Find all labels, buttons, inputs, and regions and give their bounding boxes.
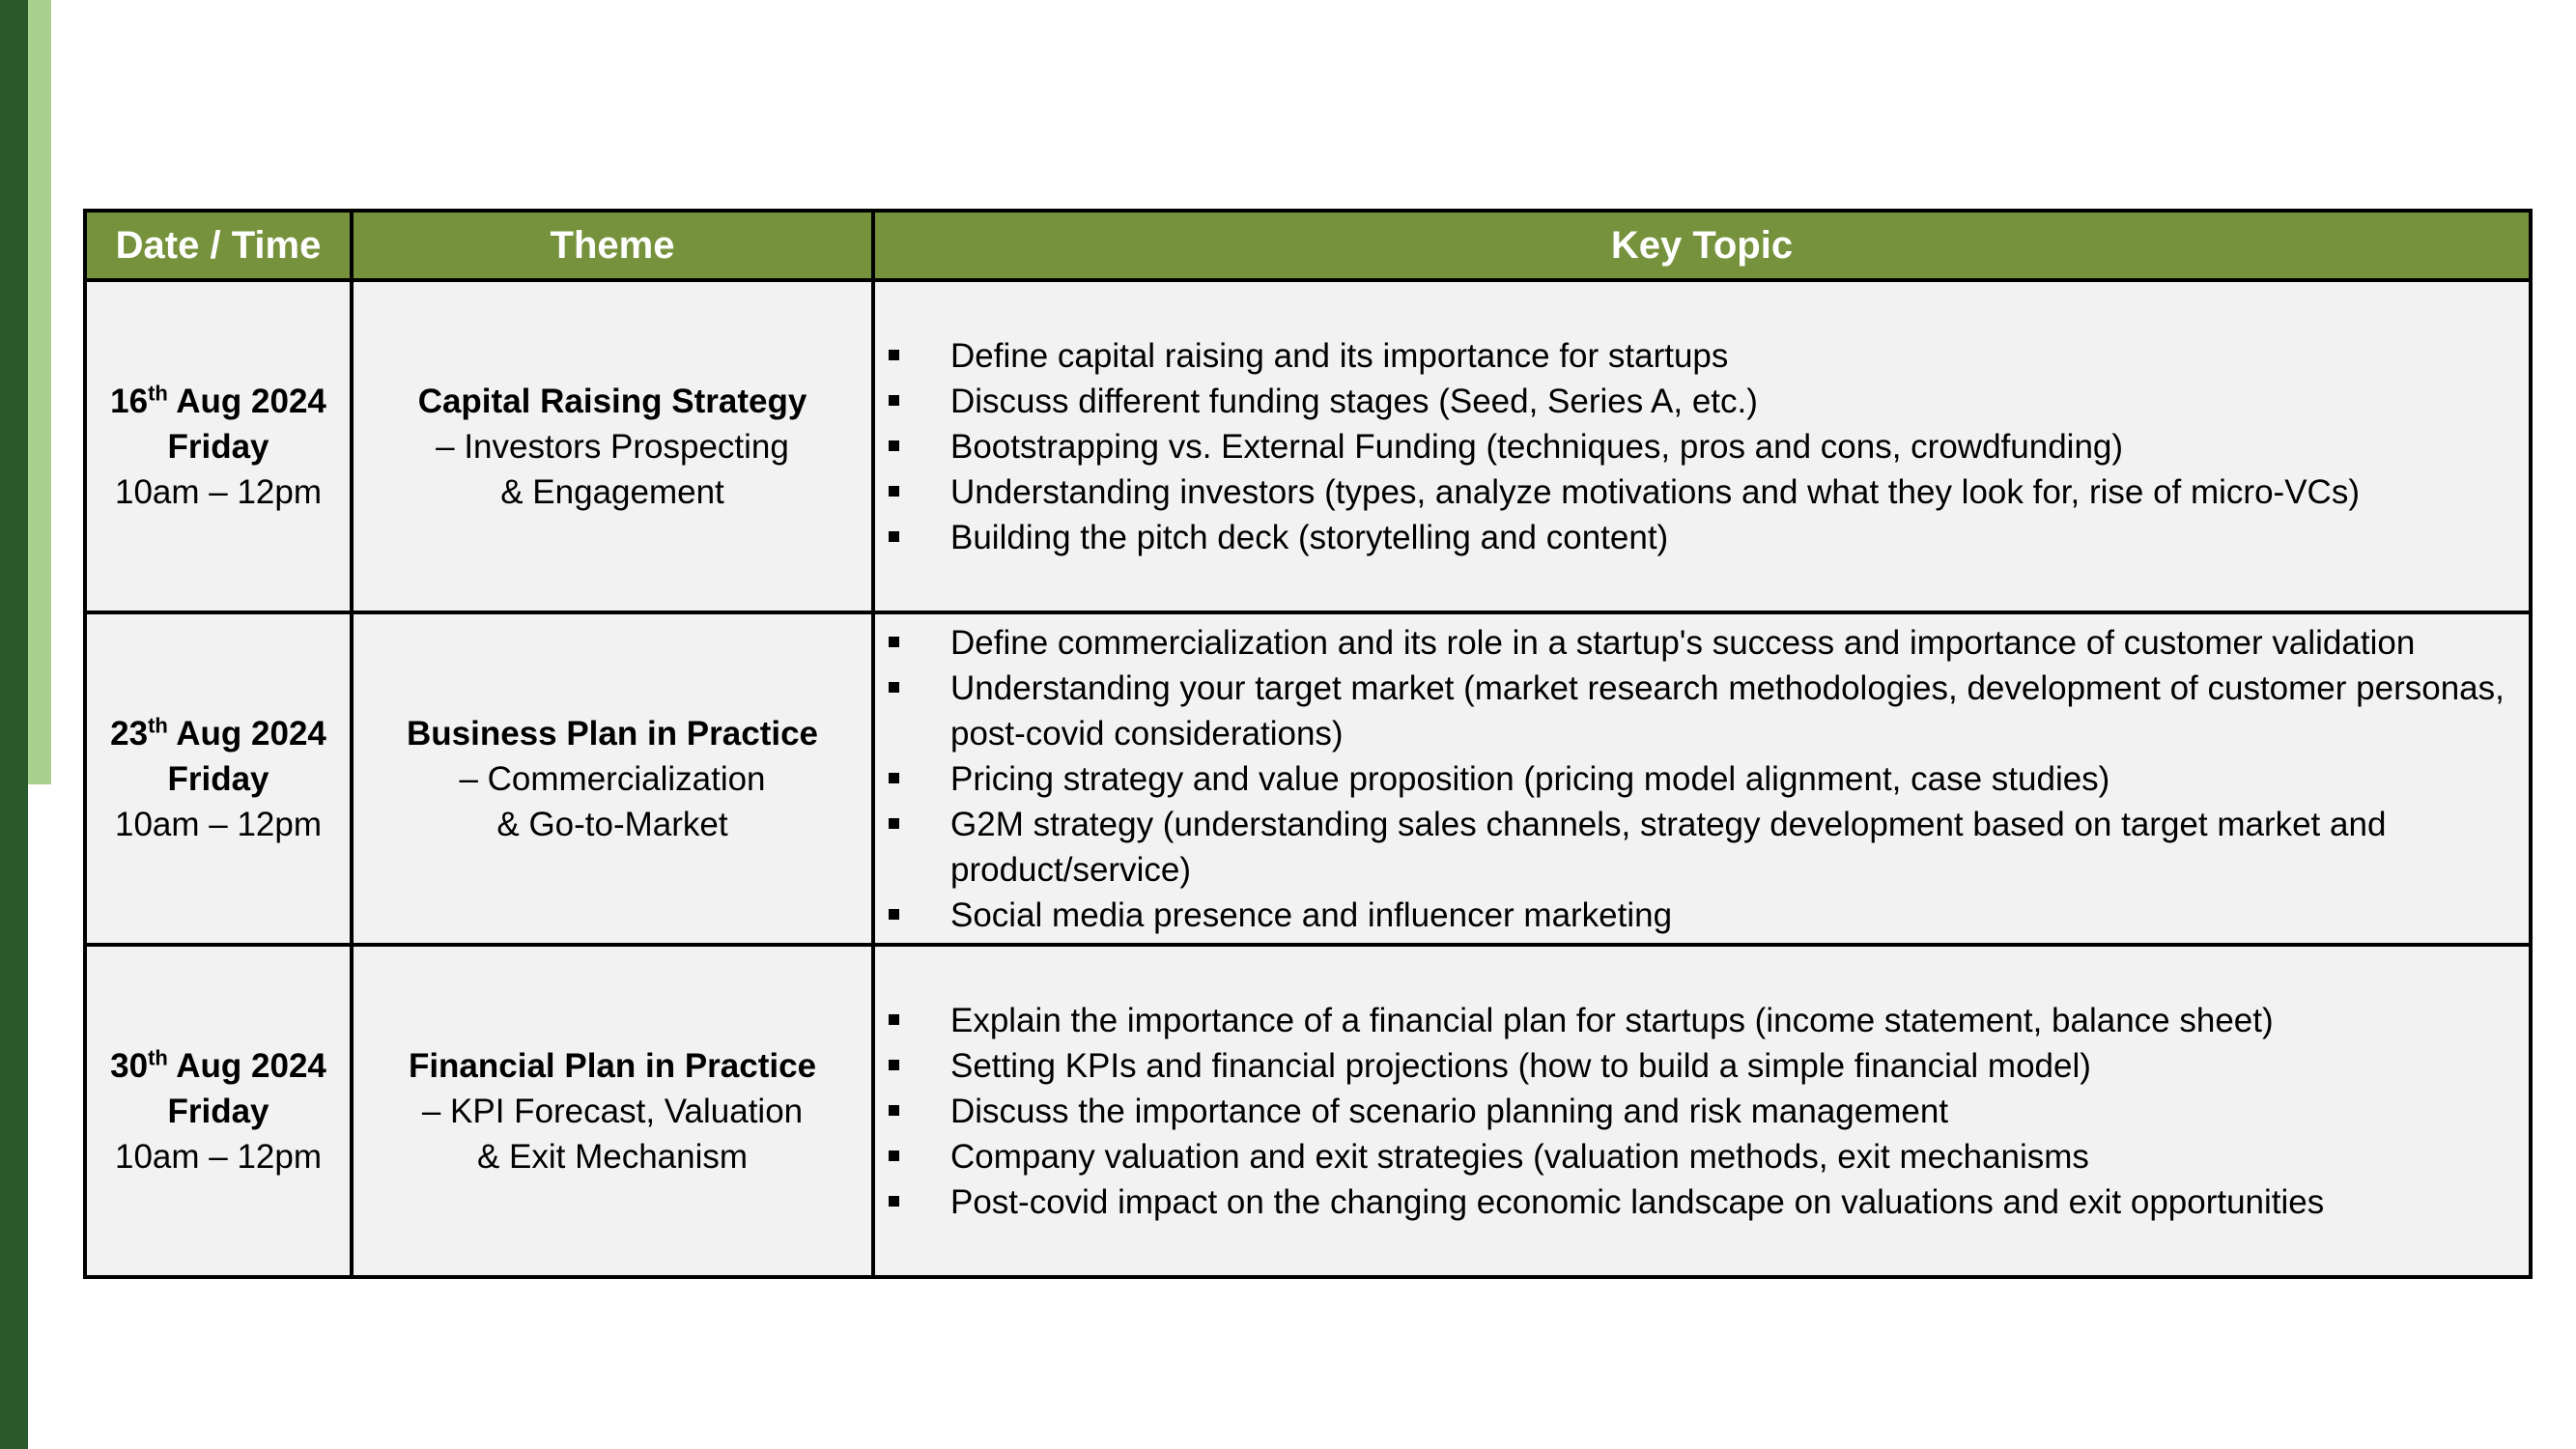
date: [87, 711, 350, 756]
theme-title: Capital Raising Strategy: [417, 382, 807, 420]
list-item: Social media presence and influencer marketing: [889, 893, 2509, 938]
table-row: [85, 280, 2531, 612]
topics-cell: [873, 945, 2531, 1277]
decorative-bar-light: [28, 0, 51, 784]
date-suffix: th: [148, 1044, 168, 1069]
theme-subtitle-2: & Go-to-Market: [496, 805, 728, 843]
square-bullet-icon: [889, 1105, 899, 1116]
date-cell: [85, 280, 352, 612]
theme-cell: [352, 612, 873, 945]
header-theme: Theme: [352, 211, 873, 280]
date-month-year: Aug 2024: [167, 714, 326, 753]
list-item: Discuss different funding stages (Seed, Series A, etc.): [889, 379, 2509, 424]
theme-cell: [352, 945, 873, 1277]
square-bullet-icon: [889, 350, 899, 360]
square-bullet-icon: [889, 1014, 899, 1025]
weekday: Friday: [167, 427, 269, 466]
list-item: Setting KPIs and financial projections (how to build a simple financial model): [889, 1043, 2509, 1089]
topic-list: [875, 333, 2529, 560]
header-date-time: Date / Time: [85, 211, 352, 280]
topic-list: [875, 620, 2529, 938]
decorative-bar-dark: [0, 0, 28, 1449]
date-day: 23: [110, 714, 149, 753]
square-bullet-icon: [889, 1151, 899, 1161]
theme-subtitle-2: & Engagement: [500, 472, 724, 511]
list-item: Understanding your target market (market research methodologies, development of customer personas, post-covid considerations): [889, 666, 2509, 756]
time: 10am – 12pm: [114, 472, 323, 511]
table-row: [85, 945, 2531, 1277]
theme-title: Business Plan in Practice: [406, 714, 818, 753]
list-item: Bootstrapping vs. External Funding (techniques, pros and cons, crowdfunding): [889, 424, 2509, 469]
square-bullet-icon: [889, 440, 899, 451]
list-item: Building the pitch deck (storytelling and content): [889, 515, 2509, 560]
time: 10am – 12pm: [114, 1137, 323, 1176]
weekday: Friday: [167, 759, 269, 798]
theme-subtitle: – Commercialization: [459, 759, 766, 798]
table-row: [85, 612, 2531, 945]
square-bullet-icon: [889, 818, 899, 829]
theme-title: Financial Plan in Practice: [408, 1046, 817, 1085]
list-item: Pricing strategy and value proposition (pricing model alignment, case studies): [889, 756, 2509, 802]
date-suffix: th: [148, 380, 168, 405]
square-bullet-icon: [889, 637, 899, 647]
list-item: Define commercialization and its role in a startup's success and importance of customer validation: [889, 620, 2509, 666]
list-item: Define capital raising and its importance for startups: [889, 333, 2509, 379]
topic-list: [875, 998, 2529, 1225]
theme-subtitle-2: & Exit Mechanism: [476, 1137, 749, 1176]
topics-cell: [873, 612, 2531, 945]
list-item: Understanding investors (types, analyze motivations and what they look for, rise of micro-VCs): [889, 469, 2509, 515]
topics-cell: [873, 280, 2531, 612]
date-suffix: th: [148, 712, 168, 737]
date-month-year: Aug 2024: [167, 382, 326, 420]
date-month-year: Aug 2024: [167, 1046, 326, 1085]
list-item: Discuss the importance of scenario planning and risk management: [889, 1089, 2509, 1134]
schedule-table: [83, 209, 2533, 1279]
square-bullet-icon: [889, 1060, 899, 1070]
list-item: Explain the importance of a financial plan for startups (income statement, balance sheet): [889, 998, 2509, 1043]
table-header-row: [85, 211, 2531, 280]
date-cell: [85, 612, 352, 945]
theme-cell: [352, 280, 873, 612]
square-bullet-icon: [889, 682, 899, 693]
weekday: Friday: [167, 1092, 269, 1130]
square-bullet-icon: [889, 773, 899, 783]
list-item: Company valuation and exit strategies (valuation methods, exit mechanisms: [889, 1134, 2509, 1179]
time: 10am – 12pm: [114, 805, 323, 843]
list-item: G2M strategy (understanding sales channels, strategy development based on target market and product/service): [889, 802, 2509, 893]
theme-subtitle: – KPI Forecast, Valuation: [421, 1092, 804, 1130]
square-bullet-icon: [889, 1196, 899, 1207]
square-bullet-icon: [889, 531, 899, 542]
date: [87, 1043, 350, 1089]
date-cell: [85, 945, 352, 1277]
square-bullet-icon: [889, 486, 899, 497]
date-day: 16: [110, 382, 149, 420]
square-bullet-icon: [889, 909, 899, 920]
square-bullet-icon: [889, 395, 899, 406]
theme-subtitle: – Investors Prospecting: [436, 427, 789, 466]
list-item: Post-covid impact on the changing economic landscape on valuations and exit opportunities: [889, 1179, 2509, 1225]
date: [87, 379, 350, 424]
header-key-topic: Key Topic: [873, 211, 2531, 280]
date-day: 30: [110, 1046, 149, 1085]
